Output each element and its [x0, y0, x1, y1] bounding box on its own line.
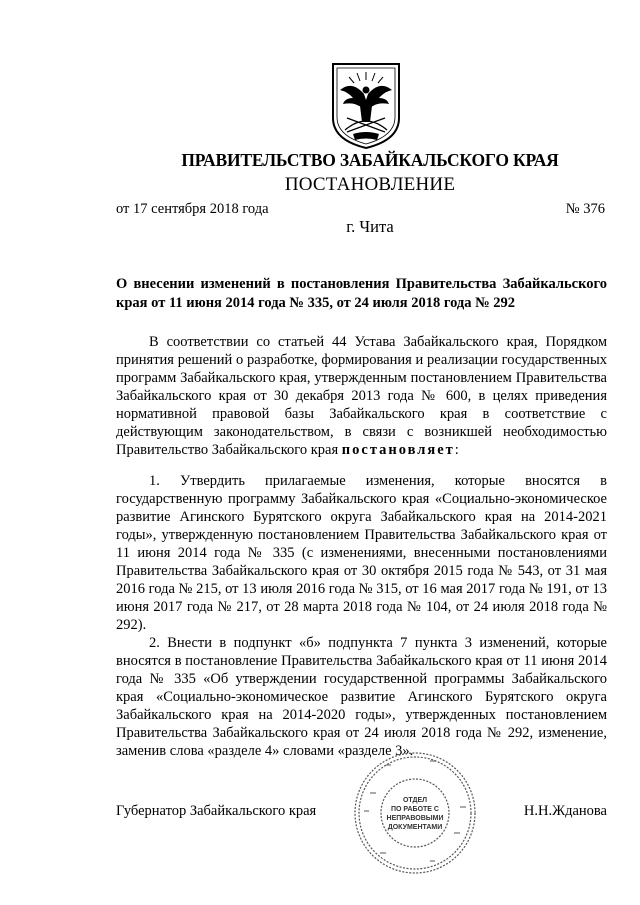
- coat-of-arms-emblem: [327, 60, 405, 150]
- document-date: от 17 сентября 2018 года: [116, 201, 269, 217]
- signatory-position: Губернатор Забайкальского края: [116, 803, 317, 819]
- stamp-line-2: ПО РАБОТЕ С: [391, 806, 439, 813]
- preamble-paragraph: [116, 333, 607, 459]
- document-number: № 376: [565, 201, 605, 217]
- document-subject: О внесении изменений в постановления Правительства Забайкальского края от 11 июня 2014 года № 335, от 24 июля 2018 года № 292: [116, 276, 607, 311]
- item-1-paragraph: 1. Утвердить прилагаемые изменения, которые вносятся в государственную программу Забайкальского края «Социально-экономическое развитие Агинского Бурятского округа Забайкальского края на 2014-2021 годы», утвержденную постановлением Правительства Забайкальского края от 11 июня 2014 года № 335 (с изменениями, внесенными постановлениями Правительства Забайкальского края от 30 октября 2015 года № 543, от 31 мая 2016 года № 215, от 13 июля 2016 года № 315, от 16 мая 2017 года № 191, от 13 июня 2017 года № 217, от 28 марта 2018 года № 104, от 24 июля 2018 года № 292).: [116, 473, 607, 633]
- item-2-paragraph: 2. Внести в подпункт «б» подпункта 7 пункта 3 изменений, которые вносятся в постановление Правительства Забайкальского края от 11 июня 2014 года № 335 «Об утверждении государственной программы Забайкальского края «Социально-экономическое развитие Агинского Бурятского округа Забайкальского края на 2014-2020 годы», утвержденных постановлением Правительства Забайкальского края от 24 июля 2018 года № 292, изменение, заменив слова «разделе 4» словами «разделе 3».: [116, 635, 607, 759]
- stamp-line-1: ОТДЕЛ: [402, 797, 428, 804]
- document-type: ПОСТАНОВЛЕНИЕ: [284, 174, 456, 195]
- document-city: г. Чита: [346, 217, 394, 236]
- signatory-name: Н.Н.Жданова: [523, 803, 607, 819]
- stamp-line-4: ДОКУМЕНТАМИ: [387, 824, 443, 831]
- government-title: ПРАВИТЕЛЬСТВО ЗАБАЙКАЛЬСКОГО КРАЯ: [181, 150, 559, 170]
- document-body: [116, 333, 607, 760]
- stamp-line-3: НЕПРАВОВЫМИ: [386, 815, 444, 822]
- official-stamp: [350, 748, 480, 878]
- preamble-text: В соответствии со статьей 44 Устава Забайкальского края, Порядком принятия решений о разработке, формирования и реализации государственных программ Забайкальского края, утвержденным постановлением Правительства Забайкальского края от 30 декабря 2013 года № 600, в целях приведения нормативной правовой базы Забайкальского края в соответствие с действующим законодательством, в связи с возникшей необходимостью Правительство Забайкальского края: [116, 334, 607, 458]
- resolves-colon: :: [454, 442, 459, 458]
- resolves-word: постановляет: [341, 442, 455, 458]
